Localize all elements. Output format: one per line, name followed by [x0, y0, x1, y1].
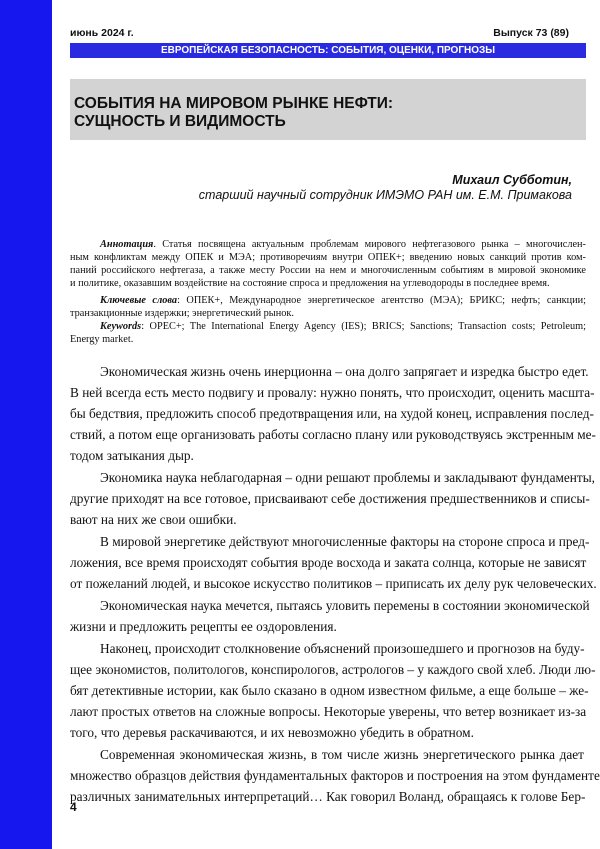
- author-affiliation: старший научный сотрудник ИМЭМО РАН им. Е.М. Примакова: [198, 188, 572, 202]
- body-line: Наконец, происходит столкновение объяснений произошедшего и прогнозов на буду-: [100, 641, 585, 656]
- body-line: Экономическая наука мечется, пытаясь уловить перемены в состоянии экономической: [100, 598, 590, 613]
- abstract-line: паний российского нефтегаза, а также месту России на нем и многочисленным событиям в мировой экономике: [70, 265, 586, 276]
- page-number: 4: [70, 800, 77, 814]
- body-line: тодом затыкания дыр.: [70, 448, 194, 463]
- article-title-line-1: СОБЫТИЯ НА МИРОВОМ РЫНКЕ НЕФТИ:: [74, 95, 394, 112]
- body-line: В мировой энергетике действуют многочисленные факторы на стороне спроса и пред-: [100, 534, 590, 549]
- abstract-label: Аннотация: [100, 239, 154, 250]
- header-issue: Выпуск 73 (89): [493, 27, 569, 39]
- section-band: ЕВРОПЕЙСКАЯ БЕЗОПАСНОСТЬ: СОБЫТИЯ, ОЦЕНКИ, ПРОГНОЗЫ: [70, 43, 586, 58]
- keywords-en-label: Keywords: [100, 321, 142, 332]
- body-line: различных занимательных интерпретаций… Как говорил Воланд, обращаясь к голове Бер-: [70, 789, 586, 804]
- header-date: июнь 2024 г.: [70, 27, 134, 39]
- keywords-ru-label: Ключевые слова: [100, 295, 178, 306]
- body-line: ствий, а потом еще организовать работы согласно плану или руководствуясь экстренным ме-: [70, 427, 596, 442]
- body-line: множество образцов действия фундаментальных факторов и построения на этом фундаменте: [70, 768, 600, 783]
- body-line: лают простых ответов на сложные вопросы. Некоторые уверены, что ветер возникает из-за: [70, 704, 587, 719]
- keywords-ru-line: транзакционные издержки; энергетический рынок.: [70, 308, 294, 319]
- body-line: другие приходят на все готовое, присваивают себе достижения предшественников и списы-: [70, 491, 590, 506]
- body-line: того, что деревья раскачиваются, и их невозможно убедить в обратном.: [70, 725, 474, 740]
- body-line: ложения, все время происходят события вроде восхода и заката солнца, которые не зависят: [70, 555, 587, 570]
- body-line: В ней всегда есть место подвигу и провалу: нужно понять, что происходит, оценить масшта-: [70, 385, 595, 400]
- body-line: Экономика наука неблагодарная – одни решают проблемы и закладывают фундаменты,: [100, 470, 595, 485]
- body-line: Современная экономическая жизнь, в том числе жизнь энергетического рынка дает: [100, 747, 584, 762]
- body-line: Экономическая жизнь очень инерционна – она долго запрягает и изредка быстро едет.: [100, 364, 589, 379]
- abstract-line: Аннотация. Статья посвящена актуальным проблемам мирового нефтегазового рынка – многочислен-: [100, 239, 586, 250]
- body-line: щее экономистов, политологов, конспирологов, астрологов – у каждого свой хлеб. Люди лю-: [70, 662, 596, 677]
- abstract-line: ным конфликтам между ОПЕК и МЭА; противоречиям внутри ОПЕК+; введению новых санкций против ком-: [70, 252, 586, 263]
- keywords-en-line: Keywords: OPEC+; The International Energy Agency (IES); BRICS; Sanctions; Transaction costs; Petroleum;: [100, 321, 586, 332]
- body-line: жизни и предложить рецепты ее оздоровления.: [70, 619, 337, 634]
- abstract-line: и политике, оказавшим воздействие на состояние спроса и предложения на углеводороды в последнее время.: [70, 278, 550, 289]
- body-line: вают на них же свои ошибки.: [70, 512, 237, 527]
- article-title-line-2: СУЩНОСТЬ И ВИДИМОСТЬ: [74, 113, 286, 130]
- author-name: Михаил Субботин,: [452, 173, 572, 187]
- left-color-bar: [0, 0, 52, 849]
- body-line: бы бедствия, предложить способ предотвращения или, на худой конец, исправления послед-: [70, 406, 594, 421]
- keywords-en-line: Energy market.: [70, 334, 134, 345]
- body-line: бят детективные истории, как было сказано в одном известном фильме, а еще больше – же-: [70, 683, 589, 698]
- body-line: от пожеланий людей, и высокое искусство политиков – приписать их делу рук человеческих.: [70, 576, 597, 591]
- keywords-ru-line: Ключевые слова: ОПЕК+, Международное энергетическое агентство (МЭА); БРИКС; нефть; санкции;: [100, 295, 586, 306]
